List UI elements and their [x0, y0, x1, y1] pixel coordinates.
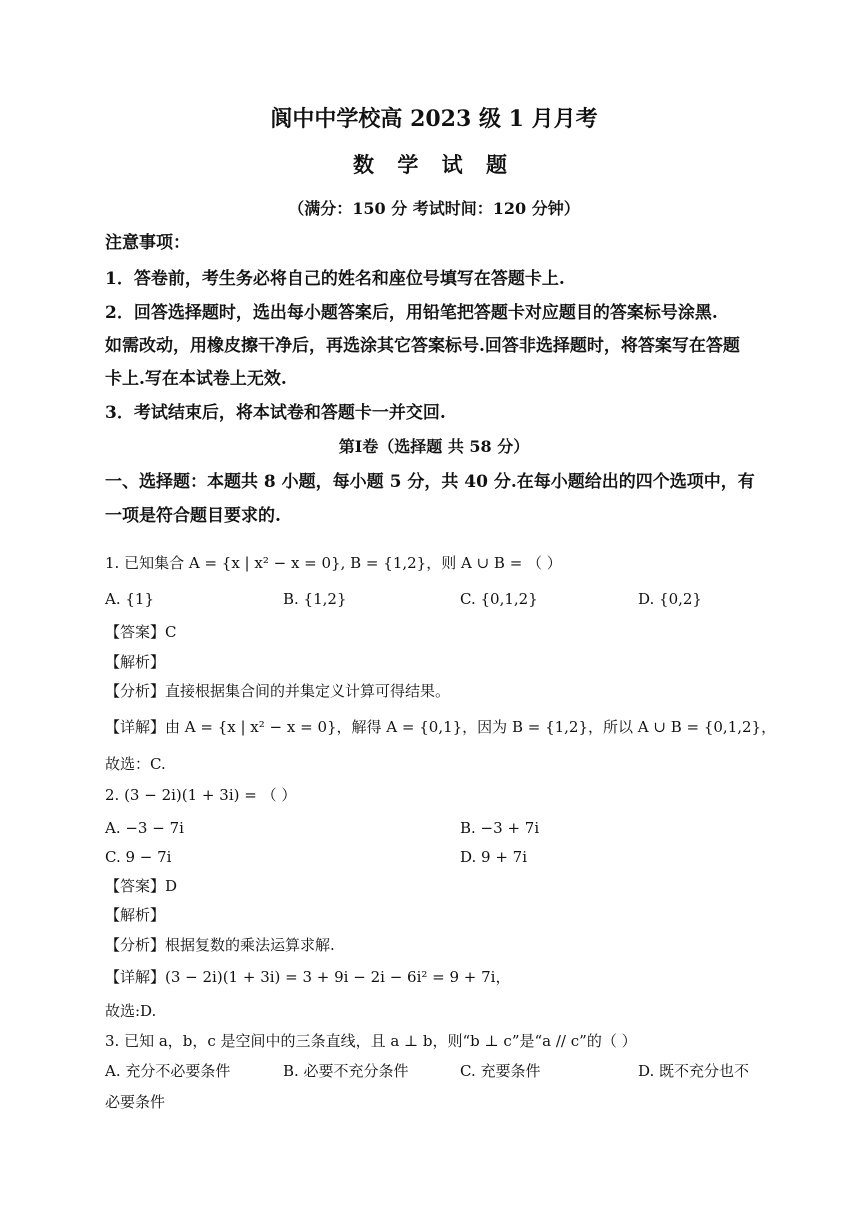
question-2-detail: 【详解】(3 − 2i)(1 + 3i) = 3 + 9i − 2i − 6i² = 9 + 7i，	[105, 968, 511, 986]
question-3-option-d-cont: 必要条件	[105, 1093, 166, 1111]
question-2-stem: 2. (3 − 2i)(1 + 3i) = （ ）	[105, 786, 297, 804]
question-2-option-b: B. −3 + 7i	[460, 819, 540, 837]
notes-heading: 注意事项：	[105, 233, 190, 253]
question-2-fenxi: 【分析】根据复数的乘法运算求解.	[105, 936, 335, 954]
question-3-option-a: A. 充分不必要条件	[105, 1062, 231, 1080]
note-item-2: 2．回答选择题时，选出每小题答案后，用铅笔把答题卡对应题目的答案标号涂黑.	[105, 303, 718, 323]
question-1-option-a: A. {1}	[105, 590, 154, 608]
question-1-option-c: C. {0,1,2}	[460, 590, 538, 608]
question-1-detail: 【详解】由 A = {x | x² − x = 0}，解得 A = {0,1}，因为 B = {1,2}，所以 A ∪ B = {0,1,2}，	[105, 718, 777, 736]
note-item-3: 3．考试结束后，将本试卷和答题卡一并交回.	[105, 403, 446, 423]
question-1-option-d: D. {0,2}	[638, 590, 702, 608]
question-3-option-c: C. 充要条件	[460, 1062, 541, 1080]
note-item-2-cont2: 卡上.写在本试卷上无效.	[105, 369, 287, 389]
question-2-analysis-label: 【解析】	[105, 906, 166, 924]
part1-heading: 第Ⅰ卷（选择题 共 58 分）	[338, 437, 530, 456]
question-2-option-c: C. 9 − 7i	[105, 848, 172, 866]
exam-title: 阆中中学校高 2023 级 1 月月考	[270, 106, 598, 132]
note-item-1: 1．答卷前，考生务必将自己的姓名和座位号填写在答题卡上.	[105, 269, 565, 289]
question-3-option-d: D. 既不充分也不	[638, 1062, 750, 1080]
question-2-choice: 故选:D.	[105, 1002, 157, 1020]
question-3-stem: 3. 已知 a，b，c 是空间中的三条直线，且 a ⊥ b，则“b ⊥ c”是“a // c”的（ ）	[105, 1032, 637, 1050]
note-item-2-cont: 如需改动，用橡皮擦干净后，再选涂其它答案标号.回答非选择题时，将答案写在答题	[105, 336, 740, 356]
question-1-answer: 【答案】C	[105, 623, 177, 641]
exam-subtitle: 数 学 试 题	[353, 152, 515, 177]
question-1-option-b: B. {1,2}	[283, 590, 347, 608]
section-one-heading-cont: 一项是符合题目要求的.	[105, 506, 281, 526]
question-1-analysis-label: 【解析】	[105, 653, 166, 671]
question-2-option-d: D. 9 + 7i	[460, 848, 528, 866]
question-2-answer: 【答案】D	[105, 877, 178, 895]
question-1-fenxi: 【分析】直接根据集合间的并集定义计算可得结果。	[105, 682, 451, 700]
question-2-option-a: A. −3 − 7i	[105, 819, 184, 837]
question-1-choice: 故选：C.	[105, 755, 166, 773]
question-3-option-b: B. 必要不充分条件	[283, 1062, 409, 1080]
question-1-stem: 1. 已知集合 A = {x | x² − x = 0}, B = {1,2}，则 A ∪ B = （ ）	[105, 554, 562, 572]
section-one-heading: 一、选择题：本题共 8 小题，每小题 5 分，共 40 分.在每小题给出的四个选项中，有	[105, 472, 755, 492]
exam-meta: （满分：150 分 考试时间：120 分钟）	[288, 199, 580, 218]
